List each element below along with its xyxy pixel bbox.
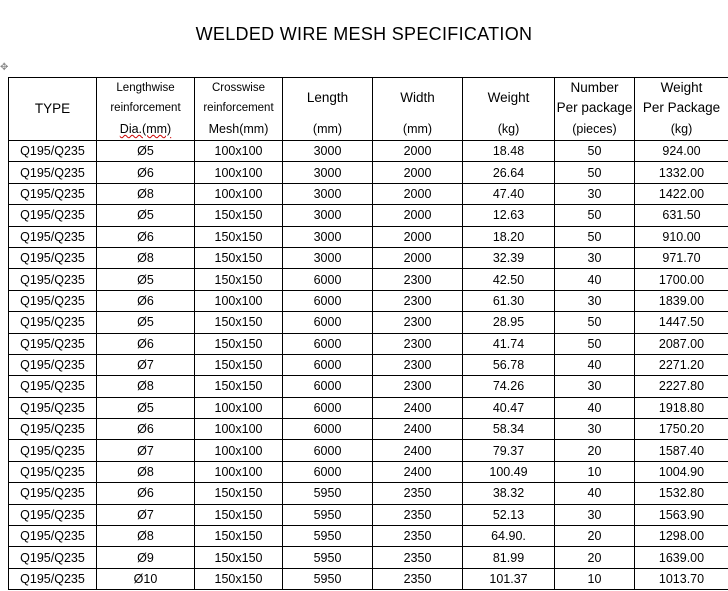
table-row: [9, 205, 728, 226]
header-weight: Weight: [463, 78, 555, 119]
length-cell: 6000: [283, 333, 373, 354]
width-cell: 2350: [373, 504, 463, 525]
table-row: [9, 226, 728, 247]
width-cell: 2350: [373, 568, 463, 589]
unit-dia-text: Dia.(mm): [119, 122, 172, 136]
diameter-cell: Ø6: [97, 290, 195, 311]
package-weight-cell: 2087.00: [635, 333, 728, 354]
mesh-cell: 150x150: [195, 547, 283, 568]
number-cell: 40: [555, 269, 635, 290]
table-row: [9, 290, 728, 311]
table-row: [9, 568, 728, 589]
weight-cell: 101.37: [463, 568, 555, 589]
header-number-line2: Per package: [556, 100, 633, 115]
table-row: [9, 312, 728, 333]
weight-cell: 79.37: [463, 440, 555, 461]
type-cell: Q195/Q235: [9, 312, 97, 333]
unit-weight-package: (kg): [635, 118, 728, 141]
width-cell: 2000: [373, 226, 463, 247]
type-cell: Q195/Q235: [9, 290, 97, 311]
length-cell: 5950: [283, 547, 373, 568]
spec-table: [8, 77, 728, 590]
unit-width: (mm): [373, 118, 463, 141]
number-cell: 10: [555, 461, 635, 482]
number-cell: 50: [555, 141, 635, 162]
mesh-cell: 150x150: [195, 205, 283, 226]
type-cell: Q195/Q235: [9, 483, 97, 504]
diameter-cell: Ø8: [97, 526, 195, 547]
mesh-cell: 150x150: [195, 568, 283, 589]
header-crosswise-line1: Crosswise: [211, 82, 266, 94]
width-cell: 2400: [373, 419, 463, 440]
diameter-cell: Ø8: [97, 376, 195, 397]
length-cell: 6000: [283, 269, 373, 290]
diameter-cell: Ø8: [97, 183, 195, 204]
header-weight-package: [635, 78, 728, 119]
weight-cell: 81.99: [463, 547, 555, 568]
width-cell: 2350: [373, 526, 463, 547]
mesh-cell: 150x150: [195, 226, 283, 247]
mesh-cell: 100x100: [195, 290, 283, 311]
length-cell: 6000: [283, 290, 373, 311]
table-row: [9, 440, 728, 461]
mesh-cell: 100x100: [195, 461, 283, 482]
package-weight-cell: 1013.70: [635, 568, 728, 589]
package-weight-cell: 1332.00: [635, 162, 728, 183]
number-cell: 30: [555, 504, 635, 525]
weight-cell: 74.26: [463, 376, 555, 397]
package-weight-cell: 1918.80: [635, 397, 728, 418]
table-row: [9, 247, 728, 268]
package-weight-cell: 910.00: [635, 226, 728, 247]
weight-cell: 52.13: [463, 504, 555, 525]
number-cell: 30: [555, 419, 635, 440]
width-cell: 2300: [373, 376, 463, 397]
package-weight-cell: 1700.00: [635, 269, 728, 290]
header-weight-package-line1: Weight: [660, 80, 703, 95]
number-cell: 10: [555, 568, 635, 589]
package-weight-cell: 1004.90: [635, 461, 728, 482]
type-cell: Q195/Q235: [9, 205, 97, 226]
width-cell: 2000: [373, 247, 463, 268]
mesh-cell: 150x150: [195, 269, 283, 290]
diameter-cell: Ø5: [97, 205, 195, 226]
mesh-cell: 150x150: [195, 312, 283, 333]
weight-cell: 64.90.: [463, 526, 555, 547]
table-row: [9, 461, 728, 482]
number-cell: 20: [555, 440, 635, 461]
length-cell: 5950: [283, 568, 373, 589]
type-cell: Q195/Q235: [9, 333, 97, 354]
length-cell: 5950: [283, 526, 373, 547]
length-cell: 6000: [283, 376, 373, 397]
diameter-cell: Ø6: [97, 419, 195, 440]
table-move-handle-icon[interactable]: ✥: [0, 62, 9, 73]
weight-cell: 47.40: [463, 183, 555, 204]
length-cell: 6000: [283, 312, 373, 333]
type-cell: Q195/Q235: [9, 526, 97, 547]
header-number: [555, 78, 635, 119]
table-row: [9, 376, 728, 397]
weight-cell: 61.30: [463, 290, 555, 311]
type-cell: Q195/Q235: [9, 461, 97, 482]
package-weight-cell: 1447.50: [635, 312, 728, 333]
type-cell: Q195/Q235: [9, 247, 97, 268]
width-cell: 2300: [373, 312, 463, 333]
type-cell: Q195/Q235: [9, 226, 97, 247]
width-cell: 2400: [373, 397, 463, 418]
diameter-cell: Ø5: [97, 269, 195, 290]
width-cell: 2000: [373, 183, 463, 204]
width-cell: 2000: [373, 162, 463, 183]
width-cell: 2400: [373, 461, 463, 482]
package-weight-cell: 1298.00: [635, 526, 728, 547]
package-weight-cell: 971.70: [635, 247, 728, 268]
number-cell: 40: [555, 483, 635, 504]
type-cell: Q195/Q235: [9, 376, 97, 397]
weight-cell: 38.32: [463, 483, 555, 504]
unit-dia: [97, 118, 195, 141]
package-weight-cell: 2271.20: [635, 354, 728, 375]
package-weight-cell: 2227.80: [635, 376, 728, 397]
diameter-cell: Ø7: [97, 504, 195, 525]
weight-cell: 42.50: [463, 269, 555, 290]
weight-cell: 26.64: [463, 162, 555, 183]
header-row: [9, 78, 728, 119]
number-cell: 30: [555, 247, 635, 268]
table-row: [9, 269, 728, 290]
diameter-cell: Ø5: [97, 312, 195, 333]
table-row: [9, 162, 728, 183]
diameter-cell: Ø6: [97, 162, 195, 183]
width-cell: 2300: [373, 354, 463, 375]
mesh-cell: 150x150: [195, 483, 283, 504]
mesh-cell: 150x150: [195, 354, 283, 375]
length-cell: 6000: [283, 397, 373, 418]
type-cell: Q195/Q235: [9, 354, 97, 375]
type-cell: Q195/Q235: [9, 547, 97, 568]
type-cell: Q195/Q235: [9, 568, 97, 589]
type-cell: Q195/Q235: [9, 504, 97, 525]
package-weight-cell: 1422.00: [635, 183, 728, 204]
diameter-cell: Ø6: [97, 483, 195, 504]
mesh-cell: 100x100: [195, 141, 283, 162]
number-cell: 40: [555, 354, 635, 375]
diameter-cell: Ø8: [97, 461, 195, 482]
package-weight-cell: 1639.00: [635, 547, 728, 568]
package-weight-cell: 1587.40: [635, 440, 728, 461]
diameter-cell: Ø5: [97, 141, 195, 162]
table-row: [9, 483, 728, 504]
width-cell: 2300: [373, 333, 463, 354]
number-cell: 30: [555, 376, 635, 397]
mesh-cell: 150x150: [195, 376, 283, 397]
table-row: [9, 547, 728, 568]
unit-number: (pieces): [555, 118, 635, 141]
table-row: [9, 397, 728, 418]
header-lengthwise-line2: reinforcement: [110, 102, 181, 114]
weight-cell: 12.63: [463, 205, 555, 226]
weight-cell: 18.20: [463, 226, 555, 247]
number-cell: 50: [555, 162, 635, 183]
mesh-cell: 100x100: [195, 419, 283, 440]
type-cell: Q195/Q235: [9, 419, 97, 440]
weight-cell: 32.39: [463, 247, 555, 268]
length-cell: 3000: [283, 226, 373, 247]
length-cell: 3000: [283, 162, 373, 183]
number-cell: 30: [555, 290, 635, 311]
weight-cell: 18.48: [463, 141, 555, 162]
table-row: [9, 333, 728, 354]
number-cell: 50: [555, 205, 635, 226]
header-width: Width: [373, 78, 463, 119]
package-weight-cell: 1839.00: [635, 290, 728, 311]
mesh-cell: 100x100: [195, 162, 283, 183]
mesh-cell: 150x150: [195, 247, 283, 268]
header-weight-package-line2: Per Package: [642, 100, 721, 115]
width-cell: 2300: [373, 290, 463, 311]
width-cell: 2300: [373, 269, 463, 290]
number-cell: 50: [555, 226, 635, 247]
type-cell: Q195/Q235: [9, 183, 97, 204]
weight-cell: 28.95: [463, 312, 555, 333]
diameter-cell: Ø5: [97, 397, 195, 418]
length-cell: 3000: [283, 247, 373, 268]
type-cell: Q195/Q235: [9, 141, 97, 162]
mesh-cell: 150x150: [195, 504, 283, 525]
length-cell: 6000: [283, 419, 373, 440]
units-row: [9, 118, 728, 141]
length-cell: 3000: [283, 183, 373, 204]
header-lengthwise-line1: Lengthwise: [116, 82, 175, 94]
table-row: [9, 141, 728, 162]
table-row: [9, 354, 728, 375]
length-cell: 5950: [283, 504, 373, 525]
length-cell: 5950: [283, 483, 373, 504]
weight-cell: 56.78: [463, 354, 555, 375]
type-cell: Q195/Q235: [9, 440, 97, 461]
length-cell: 3000: [283, 205, 373, 226]
document-title: WELDED WIRE MESH SPECIFICATION: [195, 24, 533, 44]
type-cell: Q195/Q235: [9, 269, 97, 290]
diameter-cell: Ø8: [97, 247, 195, 268]
length-cell: 3000: [283, 141, 373, 162]
unit-weight: (kg): [463, 118, 555, 141]
weight-cell: 58.34: [463, 419, 555, 440]
number-cell: 50: [555, 312, 635, 333]
table-row: [9, 183, 728, 204]
number-cell: 20: [555, 547, 635, 568]
header-type: TYPE: [9, 78, 97, 141]
diameter-cell: Ø6: [97, 226, 195, 247]
weight-cell: 41.74: [463, 333, 555, 354]
table-row: [9, 504, 728, 525]
header-crosswise-line2: reinforcement: [203, 102, 274, 114]
unit-length: (mm): [283, 118, 373, 141]
header-length: Length: [283, 78, 373, 119]
width-cell: 2400: [373, 440, 463, 461]
weight-cell: 40.47: [463, 397, 555, 418]
width-cell: 2350: [373, 547, 463, 568]
diameter-cell: Ø7: [97, 354, 195, 375]
table-row: [9, 526, 728, 547]
unit-mesh: Mesh(mm): [195, 118, 283, 141]
length-cell: 6000: [283, 440, 373, 461]
length-cell: 6000: [283, 354, 373, 375]
package-weight-cell: 1750.20: [635, 419, 728, 440]
number-cell: 30: [555, 183, 635, 204]
width-cell: 2000: [373, 205, 463, 226]
width-cell: 2350: [373, 483, 463, 504]
diameter-cell: Ø6: [97, 333, 195, 354]
package-weight-cell: 924.00: [635, 141, 728, 162]
mesh-cell: 150x150: [195, 526, 283, 547]
diameter-cell: Ø10: [97, 568, 195, 589]
package-weight-cell: 1563.90: [635, 504, 728, 525]
number-cell: 50: [555, 333, 635, 354]
package-weight-cell: 1532.80: [635, 483, 728, 504]
weight-cell: 100.49: [463, 461, 555, 482]
length-cell: 6000: [283, 461, 373, 482]
width-cell: 2000: [373, 141, 463, 162]
mesh-cell: 150x150: [195, 333, 283, 354]
header-crosswise: [195, 78, 283, 119]
type-cell: Q195/Q235: [9, 162, 97, 183]
diameter-cell: Ø7: [97, 440, 195, 461]
number-cell: 40: [555, 397, 635, 418]
type-cell: Q195/Q235: [9, 397, 97, 418]
header-lengthwise: [97, 78, 195, 119]
mesh-cell: 100x100: [195, 440, 283, 461]
package-weight-cell: 631.50: [635, 205, 728, 226]
table-row: [9, 419, 728, 440]
number-cell: 20: [555, 526, 635, 547]
header-number-line1: Number: [570, 80, 619, 95]
diameter-cell: Ø9: [97, 547, 195, 568]
mesh-cell: 100x100: [195, 397, 283, 418]
mesh-cell: 100x100: [195, 183, 283, 204]
